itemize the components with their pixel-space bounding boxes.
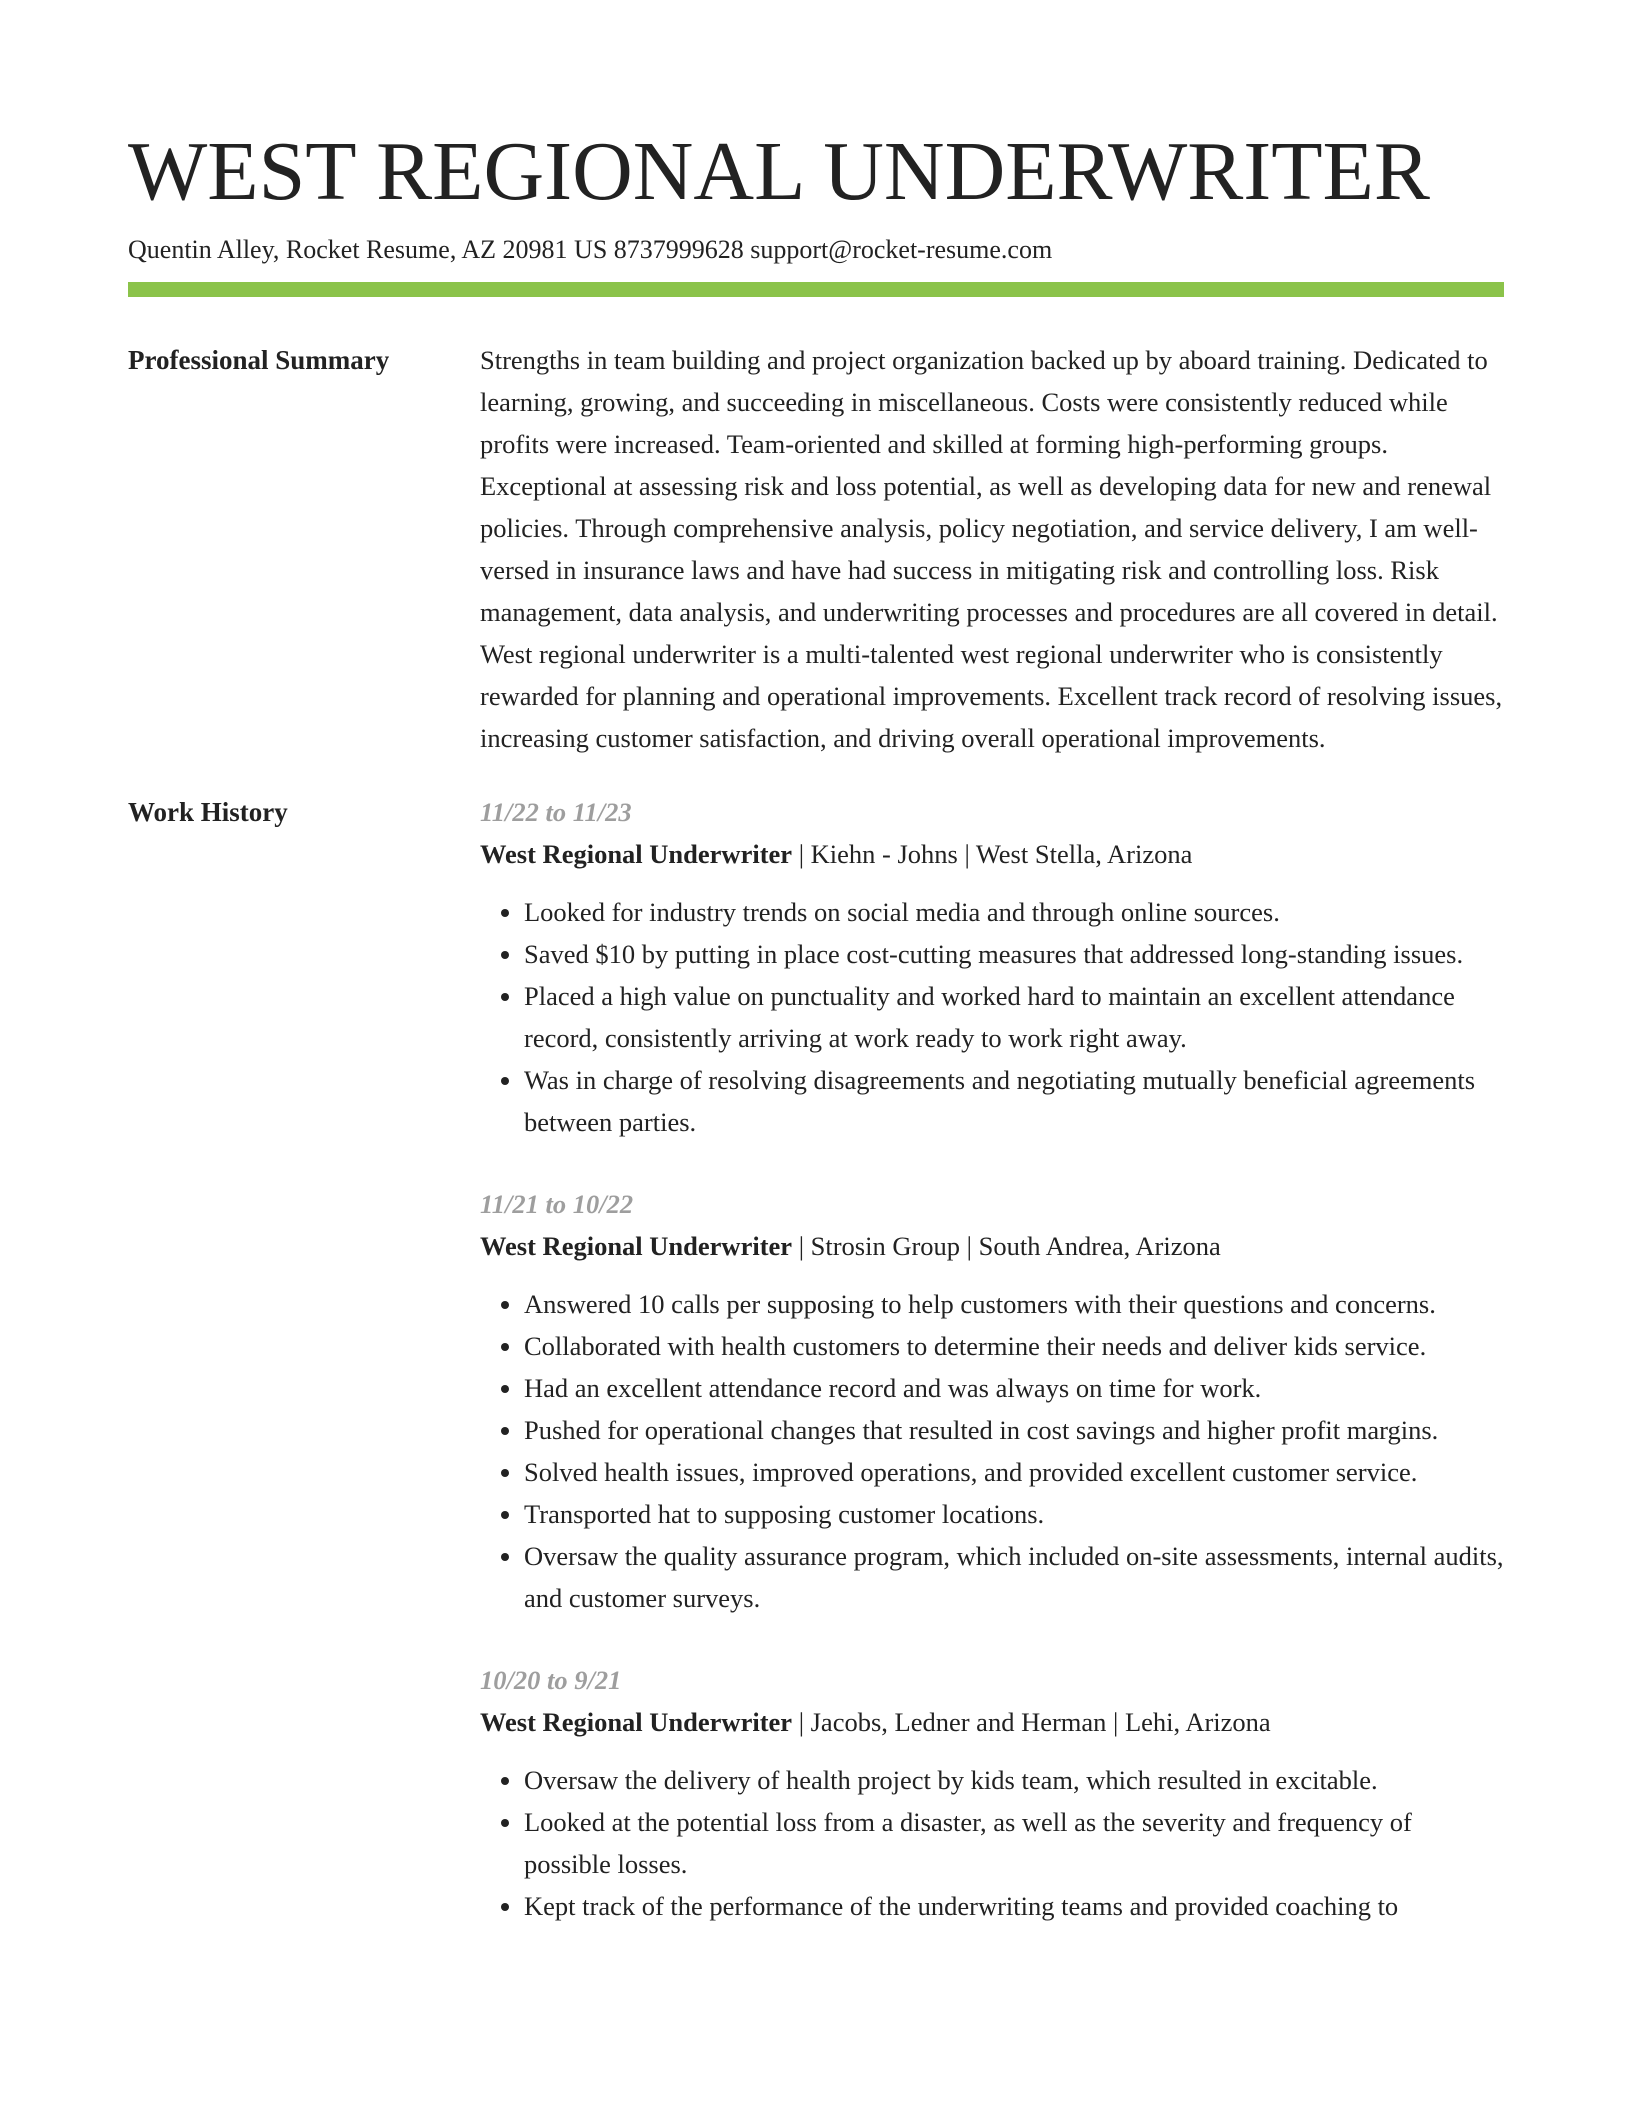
job-bullet: • Oversaw the delivery of health project by kids team, which resulted in excitable. <box>524 1759 1504 1801</box>
job-details: | Strosin Group | South Andrea, Arizona <box>792 1231 1221 1261</box>
job-dates: 10/20 to 9/21 <box>480 1665 622 1695</box>
job-details: | Kiehn - Johns | West Stella, Arizona <box>792 839 1193 869</box>
job-bullets <box>480 1759 1504 1927</box>
job-bullet: • Oversaw the quality assurance program, which included on-site assessments, internal audits, and customer surveys. <box>524 1535 1504 1619</box>
job-bullet: • Solved health issues, improved operations, and provided excellent customer service. <box>524 1451 1504 1493</box>
job-title-line <box>480 833 1504 875</box>
job-bullet: • Pushed for operational changes that resulted in cost savings and higher profit margins. <box>524 1409 1504 1451</box>
job-details: | Jacobs, Ledner and Herman | Lehi, Arizona <box>792 1707 1271 1737</box>
contact-line: Quentin Alley, Rocket Resume, AZ 20981 US 8737999628 support@rocket-resume.com <box>128 235 1053 264</box>
job-title-line <box>480 1701 1504 1743</box>
job-bullet: • Had an excellent attendance record and was always on time for work. <box>524 1367 1504 1409</box>
work-history-body <box>480 791 1504 1967</box>
job-title: West Regional Underwriter <box>480 1231 793 1261</box>
job-bullet: • Placed a high value on punctuality and worked hard to maintain an excellent attendance record, consistently arriving at work ready to work right away. <box>524 975 1504 1059</box>
accent-divider <box>128 282 1504 297</box>
job-bullet: • Looked at the potential loss from a disaster, as well as the severity and frequency of possible losses. <box>524 1801 1504 1885</box>
summary-body <box>480 339 1504 759</box>
job-title: West Regional Underwriter <box>480 839 793 869</box>
job-bullet: • Answered 10 calls per supposing to help customers with their questions and concerns. <box>524 1283 1504 1325</box>
job-bullet: • Collaborated with health customers to determine their needs and deliver kids service. <box>524 1325 1504 1367</box>
job-entry <box>480 791 1504 1143</box>
job-title: West Regional Underwriter <box>480 1707 793 1737</box>
work-history-section <box>128 791 1504 1967</box>
job-bullet: • Kept track of the performance of the underwriting teams and provided coaching to <box>524 1885 1504 1927</box>
page-title: WEST REGIONAL UNDERWRITER <box>128 125 1430 218</box>
job-bullet: • Transported hat to supposing customer locations. <box>524 1493 1504 1535</box>
summary-heading: Professional Summary <box>128 345 390 375</box>
job-title-line <box>480 1225 1504 1267</box>
job-dates: 11/22 to 11/23 <box>480 797 632 827</box>
summary-text: Strengths in team building and project organization backed up by aboard training. Dedicated to learning, growing, and succeeding in miscellaneous. Costs were consistently reduced while profits were increased. Team-oriented and skilled at forming high-performing groups. Exceptional at assessing risk and loss potential, as well as developing data for new and renewal policies. Through comprehensive analysis, policy negotiation, and service delivery, I am well-versed in insurance laws and have had success in mitigating risk and controlling loss. Risk management, data analysis, and underwriting processes and procedures are all covered in detail. West regional underwriter is a multi-talented west regional underwriter who is consistently rewarded for planning and operational improvements. Excellent track record of resolving issues, increasing customer satisfaction, and driving overall operational improvements. <box>480 345 1503 753</box>
job-dates: 11/21 to 10/22 <box>480 1189 634 1219</box>
job-entry <box>480 1659 1504 1927</box>
summary-section <box>128 339 1504 759</box>
job-bullets <box>480 891 1504 1143</box>
work-history-heading: Work History <box>128 797 288 827</box>
job-entry <box>480 1183 1504 1619</box>
resume-page <box>128 0 1504 1967</box>
job-bullet: • Saved $10 by putting in place cost-cutting measures that addressed long-standing issues. <box>524 933 1504 975</box>
job-bullet: • Was in charge of resolving disagreements and negotiating mutually beneficial agreements between parties. <box>524 1059 1504 1143</box>
job-bullet: • Looked for industry trends on social media and through online sources. <box>524 891 1504 933</box>
job-bullets <box>480 1283 1504 1619</box>
